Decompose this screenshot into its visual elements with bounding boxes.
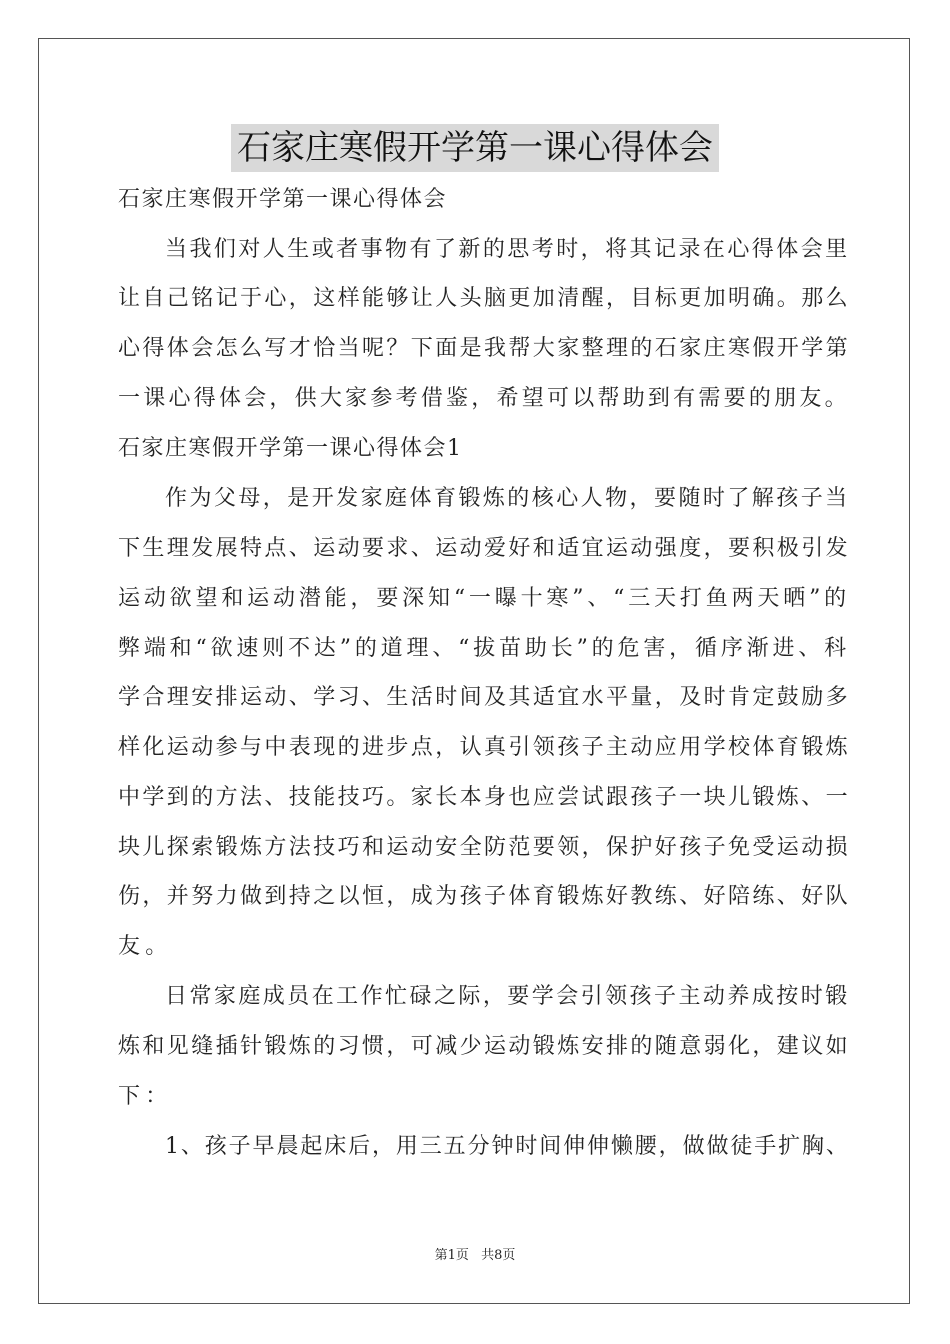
- paragraph-line: 下生理发展特点、运动要求、运动爱好和适宜运动强度，要积极引发: [118, 536, 851, 561]
- paragraph-line: 运动欲望和运动潜能，要深知“一曝十寒”、“三天打鱼两天晒”的: [118, 586, 850, 611]
- paragraph-line: 伤，并努力做到持之以恒，成为孩子体育锻炼好教练、好陪练、好队: [118, 884, 851, 909]
- title-container: [0, 124, 950, 172]
- paragraph-line: 作为父母，是开发家庭体育锻炼的核心人物，要随时了解孩子当: [165, 486, 850, 511]
- document-title: 石家庄寒假开学第一课心得体会: [231, 124, 719, 172]
- paragraph-line: 下：: [118, 1084, 173, 1109]
- paragraph-line: 中学到的方法、技能技巧。家长本身也应尝试跟孩子一块儿锻炼、一: [118, 785, 851, 810]
- page-border: [38, 38, 910, 1304]
- paragraph-line: 学合理安排运动、学习、生活时间及其适宜水平量，及时肯定鼓励多: [118, 685, 851, 710]
- paragraph-line: 1、孩子早晨起床后，用三五分钟时间伸伸懒腰，做做徒手扩胸、: [165, 1134, 850, 1159]
- intro-line: 让自己铭记于心，这样能够让人头脑更加清醒，目标更加明确。那么: [118, 286, 851, 311]
- paragraph-line: 样化运动参与中表现的进步点，认真引领孩子主动应用学校体育锻炼: [118, 735, 851, 760]
- intro-line: 心得体会怎么写才恰当呢？下面是我帮大家整理的石家庄寒假开学第: [118, 336, 851, 361]
- document-subtitle: 石家庄寒假开学第一课心得体会: [118, 187, 448, 212]
- page-footer: [0, 1244, 950, 1263]
- paragraph-line: 炼和见缝插针锻炼的习惯，可减少运动锻炼安排的随意弱化，建议如: [118, 1034, 851, 1059]
- page-number: 第1页: [434, 1248, 469, 1263]
- paragraph-line: 弊端和“欲速则不达”的道理、“拔苗助长”的危害，循序渐进、科: [118, 636, 850, 661]
- paragraph-line: 日常家庭成员在工作忙碌之际，要学会引领孩子主动养成按时锻: [165, 984, 850, 1009]
- section-heading: 石家庄寒假开学第一课心得体会1: [118, 436, 463, 461]
- intro-line: 一课心得体会，供大家参考借鉴，希望可以帮助到有需要的朋友。: [118, 386, 850, 411]
- intro-line: 当我们对人生或者事物有了新的思考时，将其记录在心得体会里: [165, 237, 850, 262]
- paragraph-line: 块儿探索锻炼方法技巧和运动安全防范要领，保护好孩子免受运动损: [118, 835, 851, 860]
- paragraph-line: 友。: [118, 934, 173, 959]
- page-total: 共8页: [481, 1248, 516, 1263]
